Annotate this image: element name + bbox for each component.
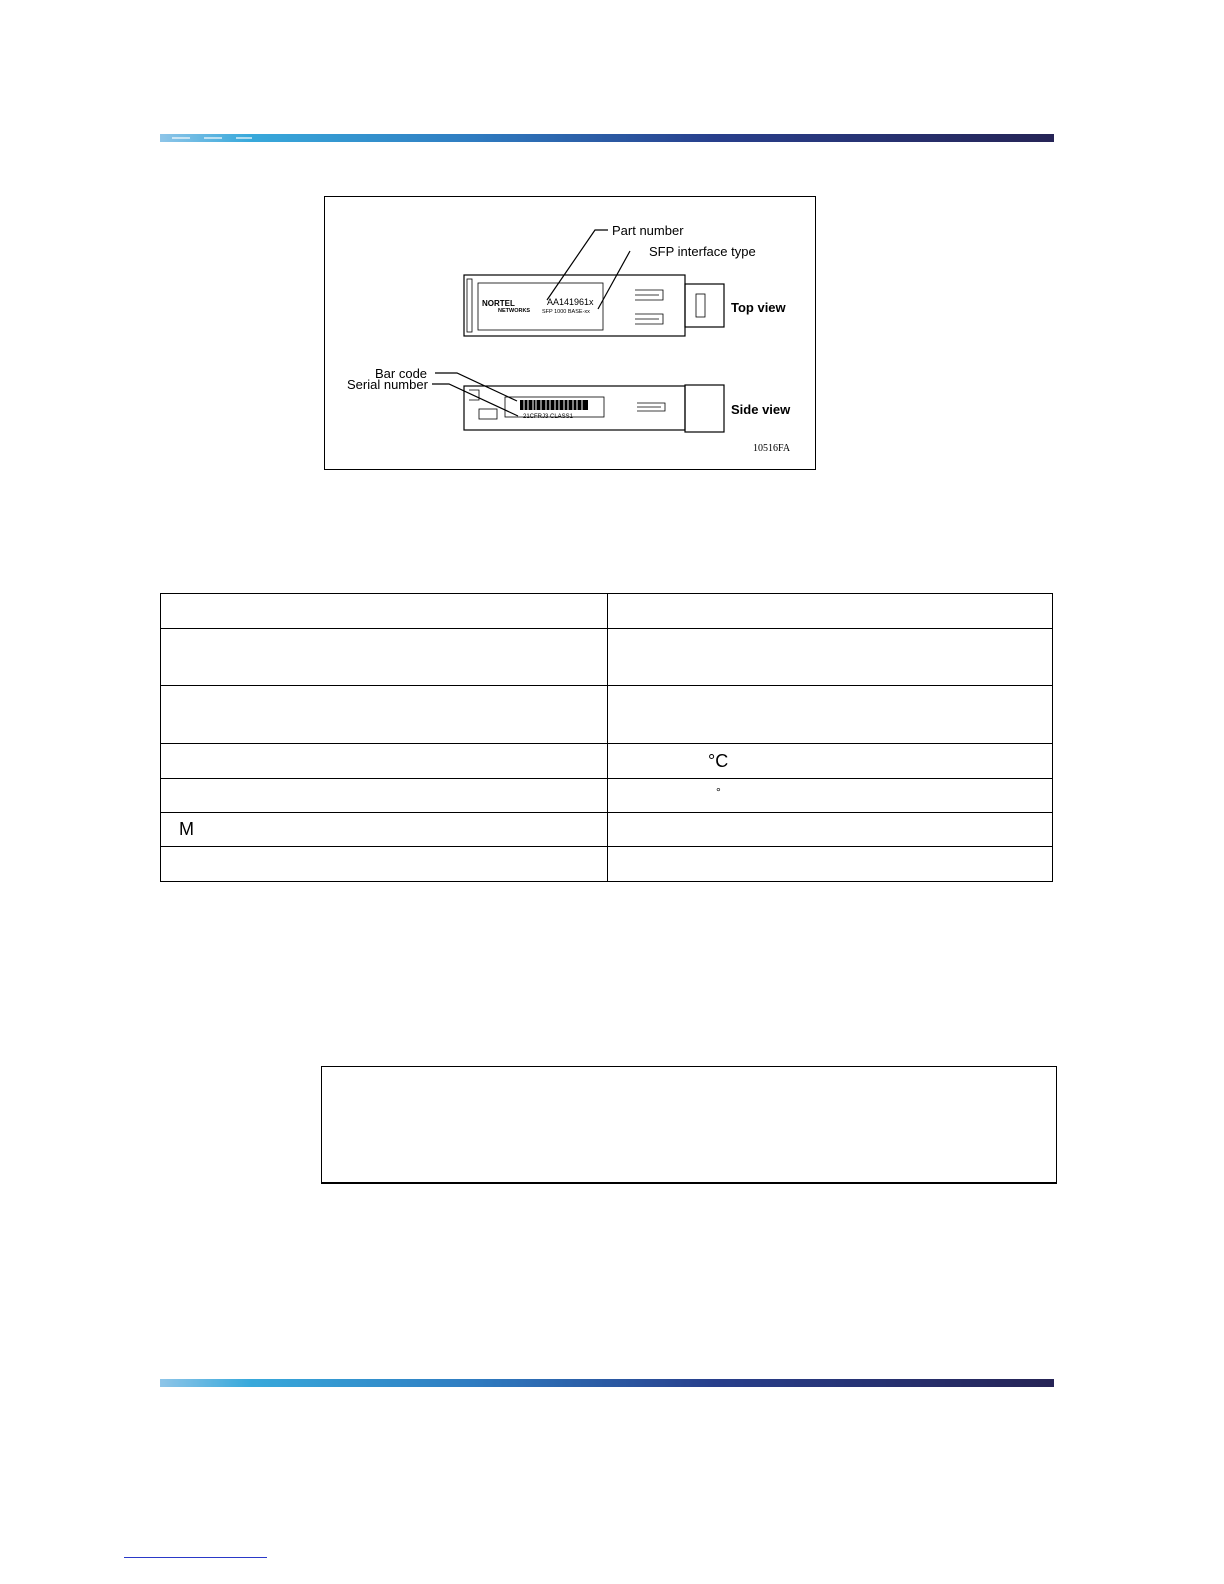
table-cell — [608, 629, 1053, 686]
table-row — [161, 847, 1053, 882]
part-number-leader — [547, 230, 608, 300]
part-number-callout: Part number — [612, 223, 684, 238]
table-cell — [161, 594, 608, 629]
table-row — [161, 629, 1053, 686]
top-view-connector-slot — [696, 294, 705, 317]
top-view-connector — [685, 284, 724, 327]
top-view-latch-lower — [635, 314, 663, 324]
footer-link-underline[interactable] — [124, 1557, 267, 1558]
spec-table — [160, 593, 1053, 882]
table-row — [161, 686, 1053, 744]
table-cell: ° — [608, 779, 1053, 813]
table-row — [161, 813, 1053, 847]
sfp-module-diagram — [325, 197, 817, 471]
top-view-module-edge — [467, 279, 472, 332]
module-part-code: AA141961x — [547, 297, 594, 307]
note-box — [321, 1066, 1057, 1184]
side-view-label: Side view — [731, 402, 791, 417]
module-serial-code: 21CFRJ3 CLASS1 — [523, 414, 574, 420]
side-view-connector — [685, 385, 724, 432]
table-cell — [608, 847, 1053, 882]
sfp-module-figure — [324, 196, 816, 470]
table-cell — [161, 847, 608, 882]
sfp-interface-type-callout: SFP interface type — [649, 244, 756, 259]
logo-text-line1: NORTEL — [482, 299, 515, 308]
table-cell — [608, 686, 1053, 744]
figure-id: 10516FA — [753, 443, 791, 454]
side-view-tab — [479, 409, 497, 419]
top-view-latch-upper — [635, 290, 663, 300]
table-row — [161, 744, 1053, 779]
top-view-label: Top view — [731, 300, 786, 315]
table-cell — [161, 629, 608, 686]
side-view-latch — [637, 403, 665, 411]
table-cell — [161, 686, 608, 744]
footer-rule — [160, 1379, 1054, 1387]
table-cell — [161, 779, 608, 813]
table-cell — [608, 594, 1053, 629]
table-cell — [161, 744, 608, 779]
table-cell: M — [161, 813, 608, 847]
header-rule — [160, 134, 1054, 142]
serial-number-callout: Serial number — [347, 377, 428, 392]
table-cell — [608, 813, 1053, 847]
bar-code-callout: Bar code — [375, 366, 428, 381]
table-row — [161, 779, 1053, 813]
logo-text-line2: NETWORKS — [498, 308, 531, 314]
interface-type-leader — [598, 251, 630, 309]
bar-code-graphic — [520, 400, 588, 410]
module-interface-code: SFP 1000 BASE-xx — [542, 309, 590, 315]
table-row — [161, 594, 1053, 629]
table-cell: °C — [608, 744, 1053, 779]
